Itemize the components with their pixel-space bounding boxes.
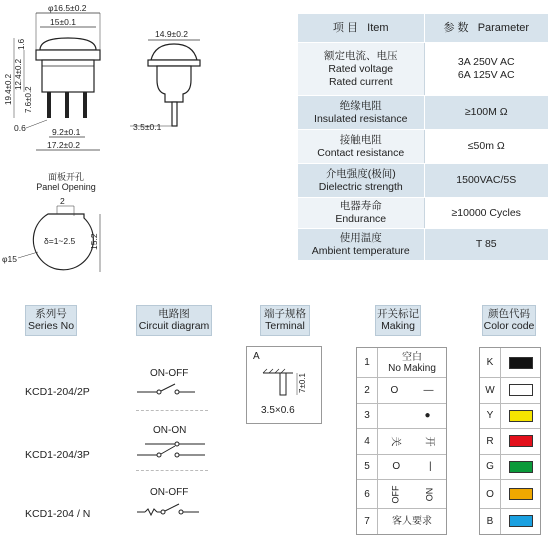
circuit-label: ON-ON (153, 425, 187, 436)
terminal-type: A (253, 351, 260, 362)
making-symbol: 客人要求 (392, 515, 432, 527)
color-row (480, 480, 540, 509)
circuit-header-cn: 电路图 (158, 308, 190, 320)
making-number: 4 (357, 429, 378, 454)
color-header-cn: 颜色代码 (488, 308, 530, 320)
param-name-cn: 绝缘电阻 (339, 99, 382, 112)
terminal-header (260, 305, 310, 336)
parameter-row (298, 130, 548, 163)
making-symbol: ● (424, 410, 431, 422)
making-number: 6 (357, 480, 378, 508)
param-value: ≥10000 Cycles (451, 206, 521, 219)
panel-flat: 2 (60, 196, 65, 206)
color-swatch (509, 384, 533, 396)
series-header-cn: 系列号 (35, 308, 67, 320)
panel-title-en: Panel Opening (36, 182, 96, 192)
color-row (480, 378, 540, 404)
making-table (356, 347, 447, 535)
color-swatch (509, 357, 533, 369)
param-name-cn: 使用温度 (339, 231, 382, 244)
making-symbol: OFF (390, 485, 401, 503)
color-letter: K (480, 348, 501, 377)
making-row (357, 429, 446, 455)
making-symbol: | (428, 461, 432, 473)
terminal-header-cn: 端子规格 (264, 308, 306, 320)
color-swatch (509, 435, 533, 447)
circuit-header (136, 305, 212, 336)
parameter-table-header (298, 14, 548, 42)
param-name-cn: 接触电阻 (339, 133, 382, 146)
parameter-row (298, 43, 548, 95)
dim-side-width: 14.9±0.2 (155, 29, 189, 39)
parameter-row (298, 229, 548, 260)
making-number: 2 (357, 378, 378, 403)
dim-top-outer: φ16.5±0.2 (48, 3, 87, 13)
color-row (480, 429, 540, 455)
param-value: 1500VAC/5S (456, 174, 517, 186)
param-name-cn: 额定电流、电压 (324, 49, 398, 62)
circuit-diagram-on-off-lamp (135, 500, 210, 522)
making-symbol: ON (424, 487, 435, 501)
color-letter: G (480, 455, 501, 480)
header-param-cn: 参 数 (443, 21, 469, 34)
making-number: 7 (357, 509, 378, 534)
making-header-en: Making (381, 320, 415, 332)
circuit-label: ON-OFF (150, 487, 189, 498)
series-header-en: Series No (27, 320, 75, 332)
param-name-en: Ambient temperature (311, 244, 410, 257)
color-letter: B (480, 509, 501, 534)
param-name-cn: 电器寿命 (339, 200, 382, 212)
terminal-dim-h: 7±0.1 (298, 373, 307, 393)
panel-opening-drawing (0, 192, 120, 272)
param-name-en: Dielectric strength (318, 180, 403, 193)
param-value: 6A 125V AC (457, 69, 515, 81)
color-row (480, 509, 540, 534)
making-row (357, 455, 446, 481)
front-view-drawing (0, 0, 110, 165)
making-row (357, 378, 446, 404)
parameter-row (298, 96, 548, 129)
row-divider (136, 410, 208, 411)
making-number: 3 (357, 404, 378, 429)
color-swatch (509, 410, 533, 422)
circuit-diagram-on-off (135, 380, 210, 402)
making-number: 1 (357, 348, 378, 377)
color-letter: Y (480, 404, 501, 429)
making-symbol: O (390, 384, 399, 396)
terminal-header-en: Terminal (265, 320, 305, 332)
color-letter: O (480, 480, 501, 508)
color-code-table (479, 347, 541, 535)
terminal-box (246, 346, 322, 424)
circuit-label: ON-OFF (150, 368, 189, 379)
row-divider (136, 470, 208, 471)
making-number: 5 (357, 455, 378, 480)
making-header-cn: 开关标记 (377, 308, 419, 320)
parameter-table (298, 14, 548, 260)
making-symbol: No Making (388, 362, 436, 374)
header-item-en: Item (367, 21, 389, 34)
dim-base-width: 17.2±0.2 (47, 140, 81, 150)
making-row (357, 348, 446, 378)
dim-top-inner: 15±0.1 (50, 17, 76, 27)
param-name-en: Rated voltage (328, 62, 394, 75)
dim-height-body: 12.4±0.2 (14, 58, 23, 90)
param-value: 3A 250V AC (457, 56, 515, 68)
dim-height-pins: 7.6±0.2 (24, 86, 33, 113)
param-name-en: Endurance (335, 213, 387, 225)
panel-diameter: φ15 (2, 254, 17, 264)
color-letter: W (480, 378, 501, 403)
dim-pin-thick: 0.6 (14, 123, 26, 133)
making-symbol: O (392, 461, 401, 473)
dim-pin-span: 9.2±0.1 (52, 127, 81, 137)
dim-side-pin: 3.5±0.1 (133, 122, 162, 132)
series-model: KCD1-204 / N (25, 508, 91, 520)
color-swatch (509, 515, 533, 527)
circuit-diagram-on-on (135, 437, 210, 461)
circuit-header-en: Circuit diagram (138, 320, 210, 332)
color-swatch (509, 488, 533, 500)
param-value: ≤50m Ω (467, 140, 505, 152)
panel-opening-title (36, 172, 96, 192)
header-item-cn: 项 目 (332, 21, 358, 34)
panel-height: 15.2 (89, 233, 99, 250)
terminal-drawing (253, 361, 315, 401)
series-header (25, 305, 77, 336)
color-row (480, 348, 540, 378)
dim-height-total: 19.4±0.2 (4, 73, 13, 105)
param-name-en: Contact resistance (317, 146, 405, 159)
making-symbol: 关 (389, 436, 401, 447)
making-row (357, 509, 446, 534)
making-header (375, 305, 421, 336)
making-symbol: 开 (423, 436, 435, 447)
color-row (480, 455, 540, 481)
parameter-row (298, 164, 548, 197)
color-row (480, 404, 540, 430)
series-model: KCD1-204/2P (25, 386, 90, 398)
parameter-row (298, 198, 548, 228)
param-name-en: Rated current (328, 75, 393, 88)
color-swatch (509, 461, 533, 473)
terminal-dim-w: 3.5×0.6 (261, 405, 295, 416)
color-header (482, 305, 536, 336)
side-view-drawing (125, 0, 215, 140)
making-symbol: 空白 (402, 351, 422, 363)
param-value: T 85 (475, 238, 497, 250)
making-row (357, 404, 446, 430)
color-letter: R (480, 429, 501, 454)
param-value: ≥100M Ω (464, 106, 508, 118)
dim-side-1-6: 1.6 (17, 38, 26, 50)
panel-thickness: δ=1~2.5 (44, 236, 76, 246)
series-model: KCD1-204/3P (25, 449, 90, 461)
param-name-cn: 介电强度(极间) (325, 167, 396, 180)
making-row (357, 480, 446, 509)
making-symbol: — (423, 384, 434, 396)
param-name-en: Insulated resistance (314, 112, 408, 125)
header-param-en: Parameter (477, 21, 530, 34)
panel-title-cn: 面板开孔 (47, 172, 84, 182)
color-header-en: Color code (483, 320, 535, 332)
